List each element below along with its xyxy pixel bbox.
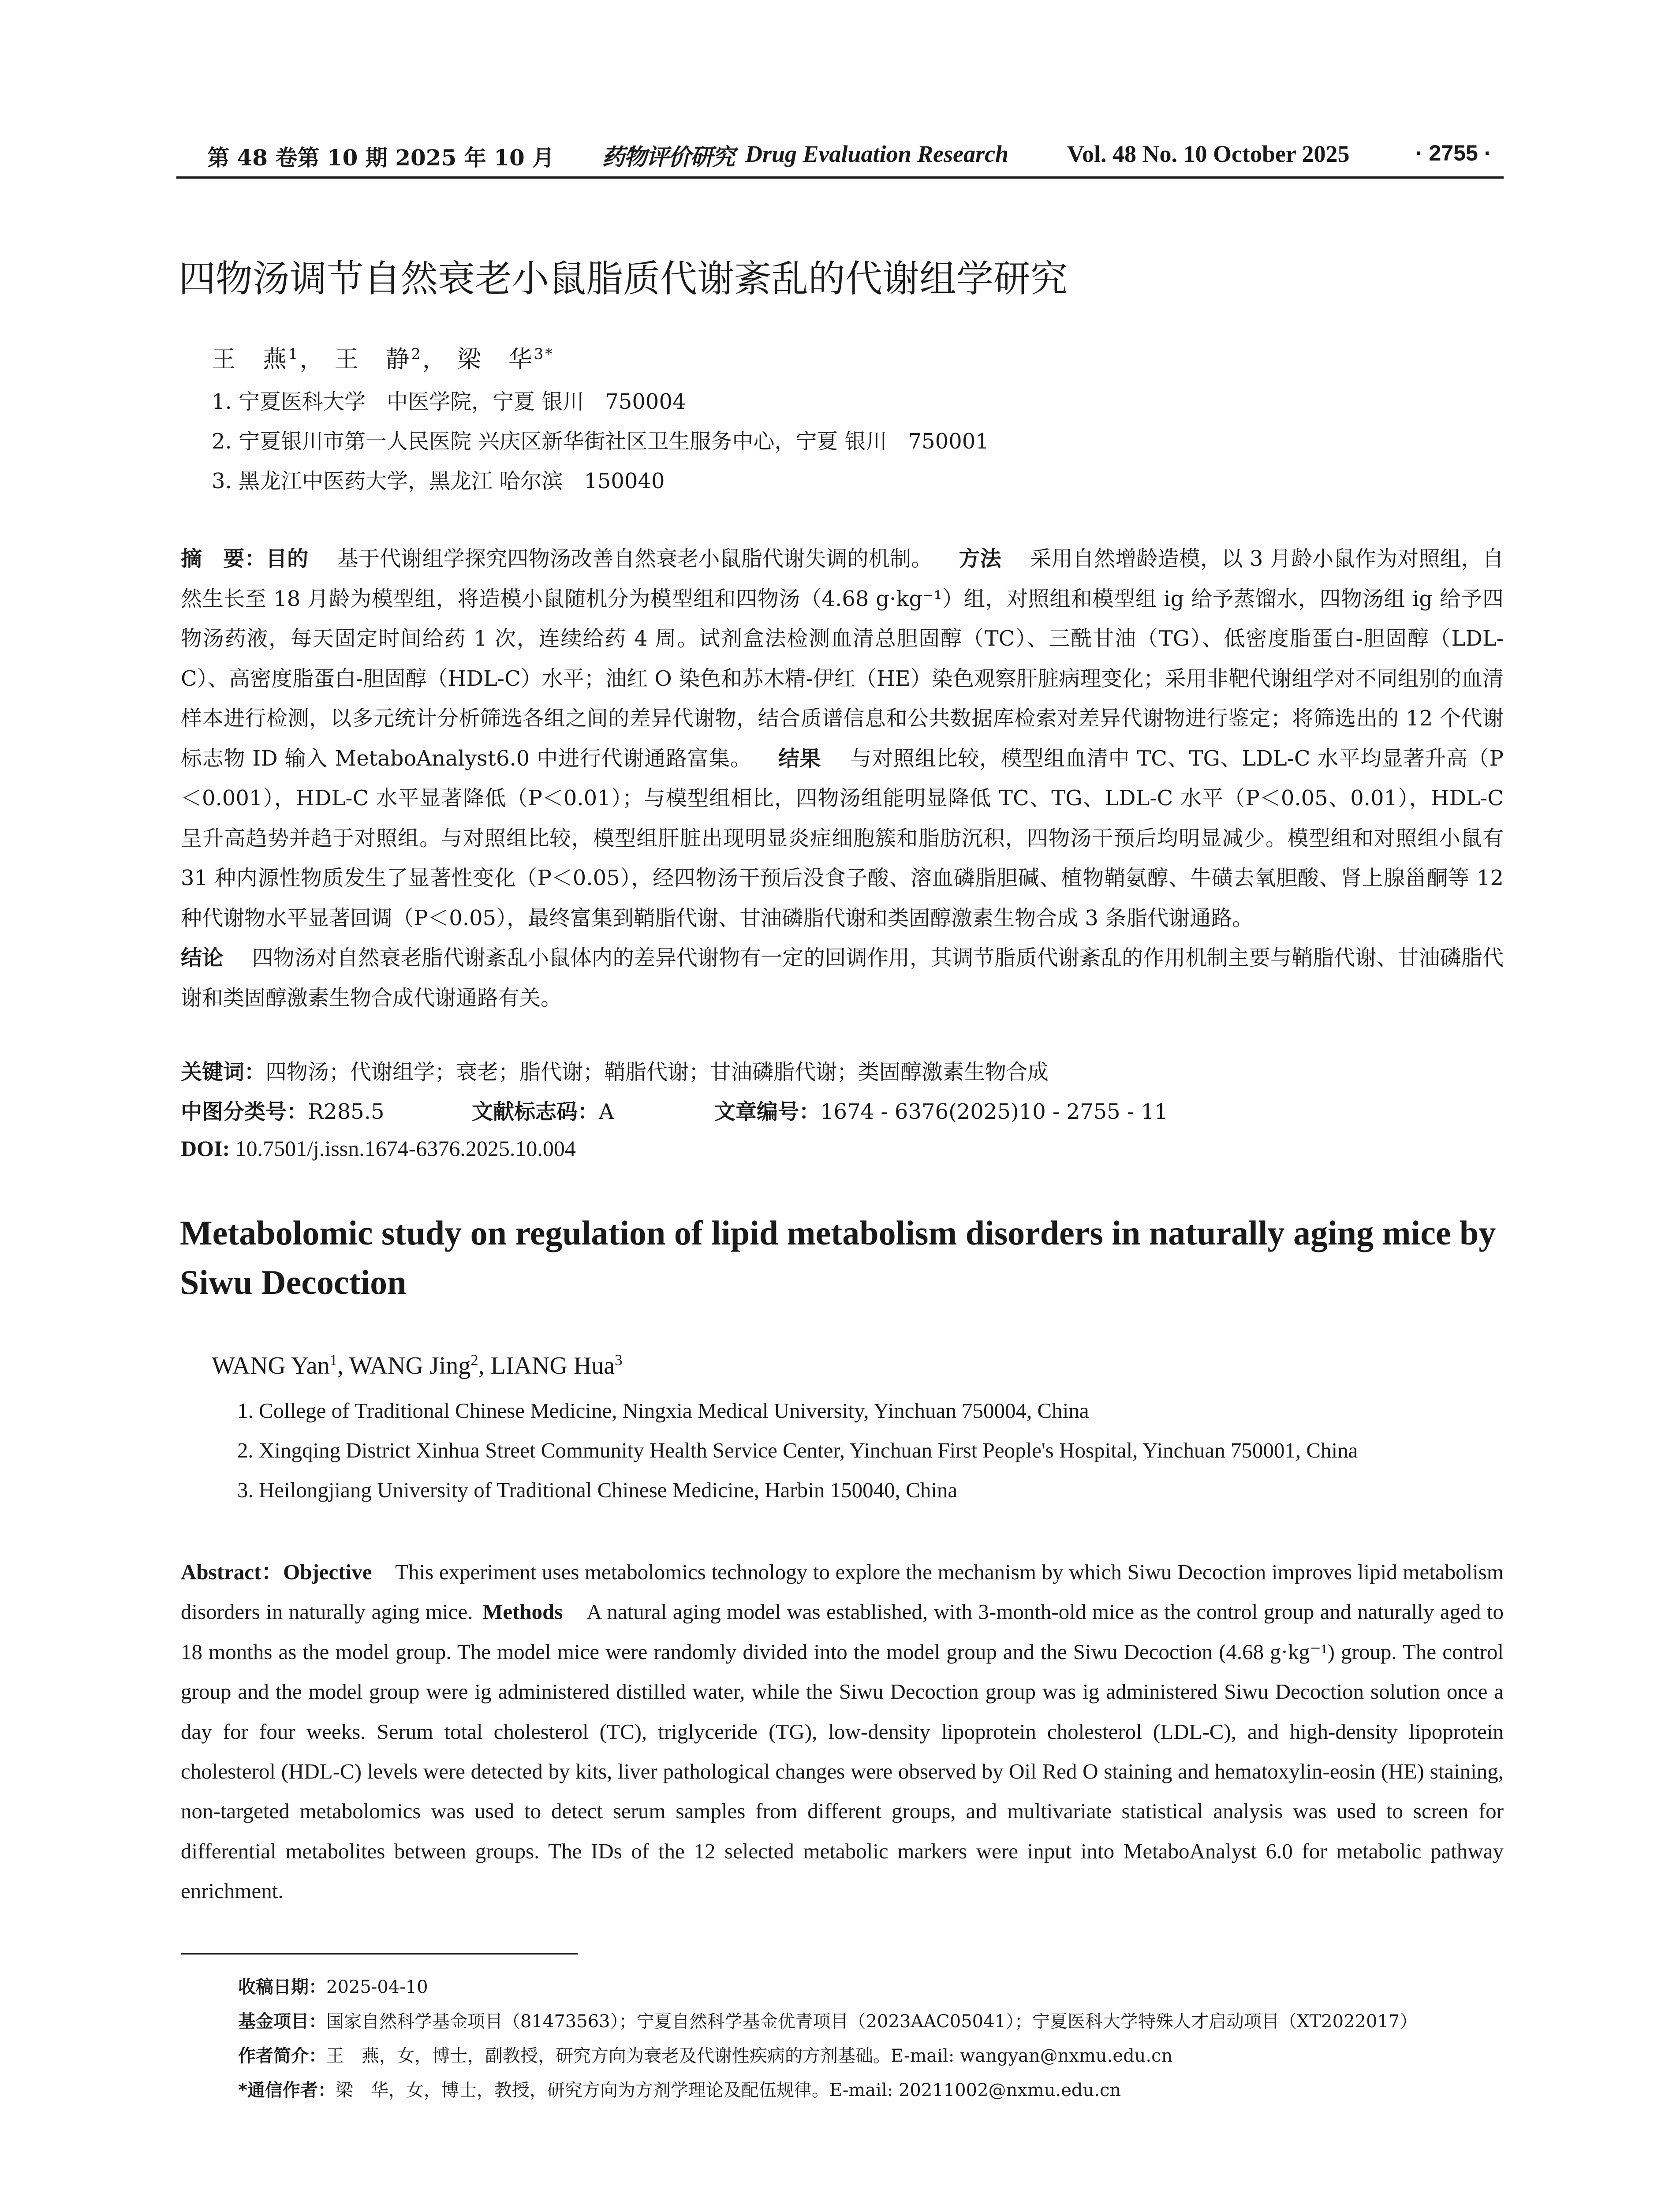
article-number-label — [714, 1095, 1168, 1125]
objective-label: 目的 — [265, 546, 309, 571]
author-name: 梁 华 — [457, 345, 534, 373]
footnote-author-bio — [238, 2042, 1172, 2067]
author-sup: 2 — [411, 345, 422, 363]
affiliation-en-1: 1. College of Traditional Chinese Medicine, Ningxia Medical University, Yinchuan 750004, China — [237, 1398, 1089, 1423]
footnote-text: 王 燕，女，博士，副教授，研究方向为衰老及代谢性疾病的方剂基础。E-mail: wangyan@nxmu.edu.cn — [326, 2046, 1173, 2066]
footnote-label: 基金项目： — [238, 2011, 326, 2032]
classification-line — [181, 1095, 1504, 1125]
keywords-cn — [181, 1055, 1049, 1085]
journal-name-en: Drug Evaluation Research — [745, 141, 1009, 167]
footnote-label: 作者简介： — [238, 2046, 326, 2066]
footnote-text: 梁 华，女，博士，教授，研究方向为方剂学理论及配伍规律。E-mail: 20211002@nxmu.edu.cn — [335, 2080, 1121, 2100]
results-label: 结果 — [778, 746, 821, 771]
footnote-received — [238, 1973, 428, 1998]
footnote-text: 2025-04-10 — [326, 1977, 428, 1997]
author-sep: , — [478, 1352, 491, 1379]
issue-cn: 第 48 卷第 10 期 2025 年 10 月 — [207, 145, 555, 171]
objective-text: 基于代谢组学探究四物汤改善自然衰老小鼠脂代谢失调的机制。 — [337, 546, 933, 571]
author-sup: 3* — [534, 345, 554, 363]
abstract-cn — [181, 539, 1504, 1018]
affiliation-cn-1: 1. 宁夏医科大学 中医学院，宁夏 银川 750004 — [212, 389, 686, 414]
doi-label: DOI: — [181, 1136, 230, 1161]
page-number: · 2755 · — [1415, 141, 1492, 165]
author-sep: ， — [299, 345, 325, 373]
methods-label-en: Methods — [482, 1600, 563, 1624]
journal-logo-cn: 药物评价研究 — [602, 144, 735, 171]
affiliation-cn-2: 2. 宁夏银川市第一人民医院 兴庆区新华街社区卫生服务中心，宁夏 银川 750001 — [212, 429, 989, 454]
article-number-value: 1674 - 6376(2025)10 - 2755 - 11 — [820, 1099, 1168, 1124]
author-name: 王 静 — [334, 345, 411, 373]
author-sep: , — [337, 1352, 349, 1379]
title-en: Metabolomic study on regulation of lipid metabolism disorders in naturally aging mice by Siwu Decoction — [180, 1214, 1496, 1301]
author-sup: 2 — [470, 1351, 478, 1369]
article-number-label-text: 文章编号： — [714, 1099, 821, 1124]
header-rule — [176, 176, 1504, 179]
methods-text-en: A natural aging model was established, with 3-month-old mice as the control group and naturally aged to 18 months as the model group. The model mice were randomly divided into the model group and the Siwu Decoction (4.68 g·kg⁻¹) group. The control group and the model group were ig administered distilled water, while the Siwu Decoction group was ig administered Siwu Decoction solution once a day for four weeks. Serum total cholesterol (TC), triglyceride (TG), low-density lipoprotein cholesterol (LDL-C), and high-density lipoprotein cholesterol (HDL-C) levels were detected by kits, liver pathological changes were observed by Oil Red O staining and hematoxylin-eosin (HE) staining, non-targeted metabolomics was used to detect serum samples from different groups, and multivariate statistical analysis was used to screen for differential metabolites between groups. The IDs of the 12 selected metabolic markers were input into MetaboAnalyst 6.0 for metabolic pathway enrichment. — [181, 1600, 1504, 1903]
footnote-corresponding — [238, 2076, 1121, 2101]
objective-text-en: This experiment uses metabolomics technology to explore the mechanism by which Siwu Decoction improves lipid metabolism disorders in naturally aging mice. — [181, 1560, 1504, 1624]
authors-en — [212, 1352, 622, 1380]
issue-en: Vol. 48 No. 10 October 2025 — [1067, 141, 1350, 167]
doc-code-label-text: 文献标志码： — [472, 1099, 599, 1124]
abstract-label-en: Abstract： — [181, 1560, 284, 1584]
title-cn: 四物汤调节自然衰老小鼠脂质代谢紊乱的代谢组学研究 — [179, 257, 1068, 300]
author-name: WANG Jing — [349, 1352, 471, 1379]
keywords-text: 四物汤；代谢组学；衰老；脂代谢；鞘脂代谢；甘油磷脂代谢；类固醇激素生物合成 — [265, 1060, 1049, 1084]
conclusion-text: 四物汤对自然衰老脂代谢紊乱小鼠体内的差异代谢物有一定的回调作用，其调节脂质代谢紊乱的作用机制主要与鞘脂代谢、甘油磷脂代谢和类固醇激素生物合成代谢通路有关。 — [181, 946, 1504, 1010]
footnote-rule — [181, 1953, 578, 1955]
doc-code-label — [472, 1095, 614, 1125]
author-sup: 1 — [329, 1351, 337, 1369]
doi-line — [181, 1136, 576, 1161]
clc-value: R285.5 — [308, 1099, 385, 1124]
methods-text: 采用自然增龄造模，以 3 月龄小鼠作为对照组，自然生长至 18 月龄为模型组，将造模小鼠随机分为模型组和四物汤（4.68 g·kg⁻¹）组，对照组和模型组 ig 给予蒸馏水，四物汤组 ig 给予四物汤药液，每天固定时间给药 1 次，连续给药 4 周。试剂盒法检测血清总胆固醇（TC）、三酰甘油（TG）、低密度脂蛋白-胆固醇（LDL-C）、高密度脂蛋白-胆固醇（HDL-C）水平；油红 O 染色和苏木精-伊红（HE）染色观察肝脏病理变化；采用非靶代谢组学对不同组别的血清样本进行检测，以多元统计分析筛选各组之间的差异代谢物，结合质谱信息和公共数据库检索对差异代谢物进行鉴定；将筛选出的 12 个代谢标志物 ID 输入 MetaboAnalyst6.0 中进行代谢通路富集。 — [181, 546, 1504, 771]
affiliation-cn-3: 3. 黑龙江中医药大学，黑龙江 哈尔滨 150040 — [212, 469, 665, 493]
author-name: WANG Yan — [212, 1352, 330, 1379]
doi-value: 10.7501/j.issn.1674-6376.2025.10.004 — [230, 1136, 576, 1161]
doc-code-value: A — [599, 1099, 614, 1124]
footnote-label: 收稿日期： — [238, 1977, 326, 1997]
results-text: 与对照组比较，模型组血清中 TC、TG、LDL-C 水平均显著升高（P＜0.001），HDL-C 水平显著降低（P＜0.01）；与模型组相比，四物汤组能明显降低 TC、TG、LDL-C 水平（P＜0.05、0.01），HDL-C 呈升高趋势并趋于对照组。与对照组比较，模型组肝脏出现明显炎症细胞簇和脂肪沉积，四物汤干预后均明显减少。模型组和对照组小鼠有 31 种内源性物质发生了显著性变化（P＜0.05），经四物汤干预后没食子酸、溶血磷脂胆碱、植物鞘氨醇、牛磺去氧胆酸、肾上腺甾酮等 12 种代谢物水平显著回调（P＜0.05），最终富集到鞘脂代谢、甘油磷脂代谢和类固醇激素生物合成 3 条脂代谢通路。 — [181, 746, 1504, 931]
conclusion-label: 结论 — [181, 946, 224, 970]
affiliation-en-2: 2. Xingqing District Xinhua Street Community Health Service Center, Yinchuan First People's Hospital, Yinchuan 750001, China — [237, 1438, 1358, 1462]
author-sup: 3 — [615, 1351, 623, 1369]
abstract-en — [181, 1552, 1504, 1911]
keywords-label: 关键词： — [181, 1060, 266, 1084]
methods-label: 方法 — [959, 546, 1001, 571]
footnote-funding — [238, 2007, 1417, 2033]
clc-label: 中图分类号： — [181, 1099, 308, 1124]
footnote-text: 国家自然科学基金项目（81473563）；宁夏自然科学基金优青项目（2023AAC05041）；宁夏医科大学特殊人才启动项目（XT2022017） — [326, 2011, 1418, 2032]
footnote-label: *通信作者： — [238, 2080, 336, 2100]
objective-label-en: Objective — [283, 1560, 372, 1584]
abstract-label: 摘 要： — [181, 546, 266, 571]
affiliation-en-3: 3. Heilongjiang University of Traditional Chinese Medicine, Harbin 150040, China — [237, 1478, 958, 1502]
author-sup: 1 — [288, 345, 300, 363]
author-sep: ， — [422, 345, 448, 373]
author-name: 王 燕 — [212, 345, 288, 373]
author-name: LIANG Hua — [490, 1352, 615, 1379]
running-header — [176, 140, 1504, 176]
authors-cn — [212, 340, 554, 374]
